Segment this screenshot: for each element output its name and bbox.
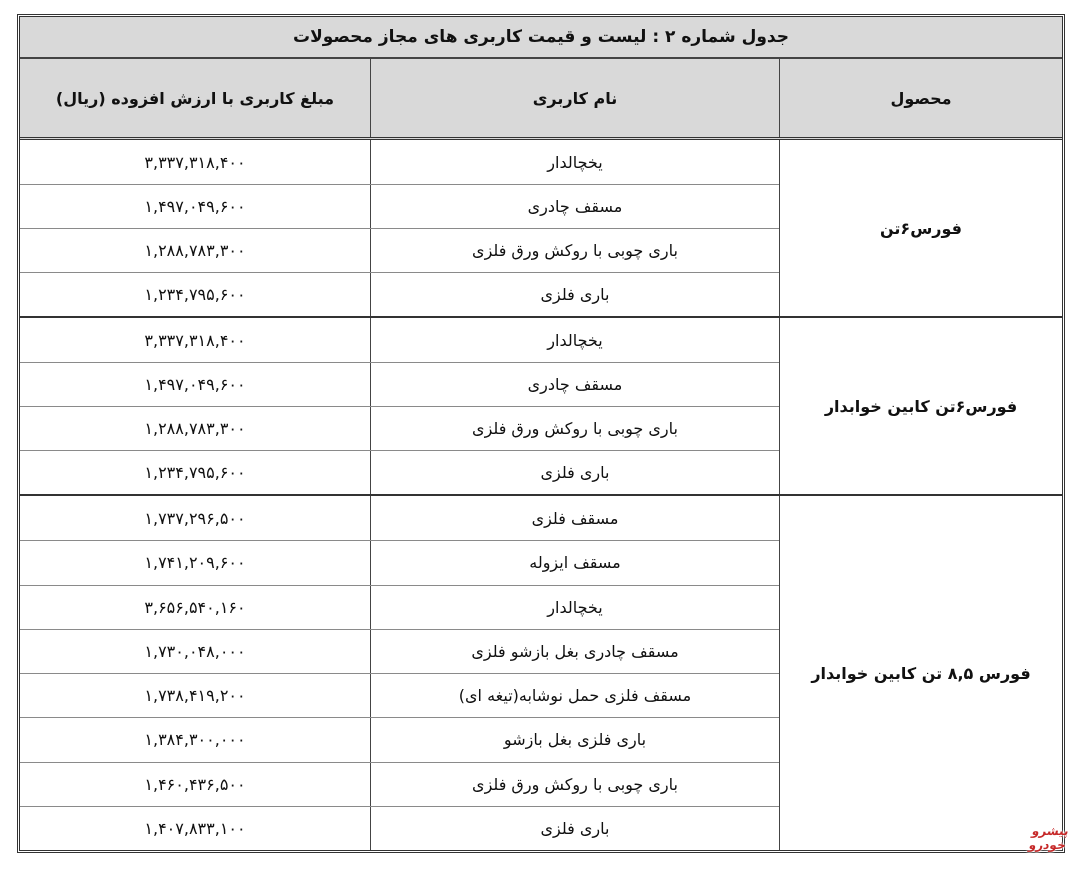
table-row <box>20 228 779 272</box>
table-row <box>20 806 779 850</box>
table-row <box>20 318 779 362</box>
table-row <box>20 184 779 228</box>
product-group <box>20 494 1062 850</box>
price-table <box>17 14 1065 853</box>
watermark-logo <box>1021 824 1077 852</box>
usage-rows <box>20 140 779 316</box>
header-product: محصول <box>779 59 1062 137</box>
price-cell: ۱,۷۴۱,۲۰۹,۶۰۰ <box>144 553 246 573</box>
product-group <box>20 140 1062 316</box>
usage-name-cell: مسقف ایزوله <box>370 541 779 584</box>
table-row <box>20 540 779 584</box>
price-cell: ۱,۲۳۴,۷۹۵,۶۰۰ <box>144 285 246 304</box>
usage-name-cell: باری فلزی بغل بازشو <box>370 718 779 761</box>
price-cell: ۳,۳۳۷,۳۱۸,۴۰۰ <box>144 330 246 350</box>
price-cell: ۱,۴۹۷,۰۴۹,۶۰۰ <box>144 375 246 394</box>
price-cell: ۱,۷۳۷,۲۹۶,۵۰۰ <box>144 508 246 528</box>
price-cell: ۱,۴۰۷,۸۳۳,۱۰۰ <box>144 818 246 838</box>
watermark-line-top: پیشرو <box>1030 824 1071 838</box>
table-row <box>20 585 779 629</box>
product-name-cell: فورس۶تن کابین خوابدار <box>779 318 1062 494</box>
table-row <box>20 717 779 761</box>
header-price: مبلغ کاربری با ارزش افزوده (ریال) <box>55 88 335 108</box>
usage-name-cell: باری چوبی با روکش ورق فلزی <box>370 763 779 806</box>
table-row <box>20 140 779 184</box>
watermark-line-bottom: خودرو <box>1027 838 1068 852</box>
table-row <box>20 762 779 806</box>
price-cell: ۱,۲۸۸,۷۸۳,۳۰۰ <box>144 241 246 260</box>
table-body <box>20 140 1062 850</box>
usage-name-cell: یخچالدار <box>370 318 779 362</box>
table-row <box>20 272 779 316</box>
table-row <box>20 406 779 450</box>
price-cell: ۱,۲۳۴,۷۹۵,۶۰۰ <box>144 463 246 482</box>
price-cell: ۱,۴۹۷,۰۴۹,۶۰۰ <box>144 197 246 216</box>
usage-name-cell: مسقف چادری <box>370 185 779 228</box>
price-cell: ۱,۴۶۰,۴۳۶,۵۰۰ <box>144 774 246 794</box>
usage-name-cell: باری فلزی <box>370 451 779 494</box>
usage-rows <box>20 496 779 850</box>
usage-name-cell: یخچالدار <box>370 586 779 629</box>
usage-name-cell: یخچالدار <box>370 140 779 184</box>
usage-name-cell: باری چوبی با روکش ورق فلزی <box>370 229 779 272</box>
usage-name-cell: مسقف چادری <box>370 363 779 406</box>
product-group <box>20 316 1062 494</box>
price-cell: ۳,۶۵۶,۵۴۰,۱۶۰ <box>144 597 246 617</box>
usage-name-cell: باری فلزی <box>370 807 779 850</box>
usage-name-cell: مسقف فلزی حمل نوشابه(تیغه ای) <box>370 674 779 717</box>
price-cell: ۱,۷۳۸,۴۱۹,۲۰۰ <box>144 686 246 706</box>
usage-rows <box>20 318 779 494</box>
usage-name-cell: مسقف چادری بغل بازشو فلزی <box>370 630 779 673</box>
price-cell: ۳,۳۳۷,۳۱۸,۴۰۰ <box>144 152 246 172</box>
price-cell: ۱,۲۸۸,۷۸۳,۳۰۰ <box>144 419 246 438</box>
table-header-row <box>20 59 1062 140</box>
header-usage-name: نام کاربری <box>370 59 779 137</box>
table-row <box>20 673 779 717</box>
table-row <box>20 496 779 540</box>
table-row <box>20 629 779 673</box>
product-name-cell: فورس۶تن <box>779 140 1062 316</box>
table-title: جدول شماره ۲ : لیست و قیمت کاربری های مجاز محصولات <box>20 17 1062 59</box>
product-name-cell: فورس ۸,۵ تن کابین خوابدار <box>779 496 1062 850</box>
table-row <box>20 450 779 494</box>
usage-name-cell: باری چوبی با روکش ورق فلزی <box>370 407 779 450</box>
price-cell: ۱,۳۸۴,۳۰۰,۰۰۰ <box>144 730 246 750</box>
price-cell: ۱,۷۳۰,۰۴۸,۰۰۰ <box>144 641 246 661</box>
table-row <box>20 362 779 406</box>
usage-name-cell: مسقف فلزی <box>370 496 779 540</box>
usage-name-cell: باری فلزی <box>370 273 779 316</box>
